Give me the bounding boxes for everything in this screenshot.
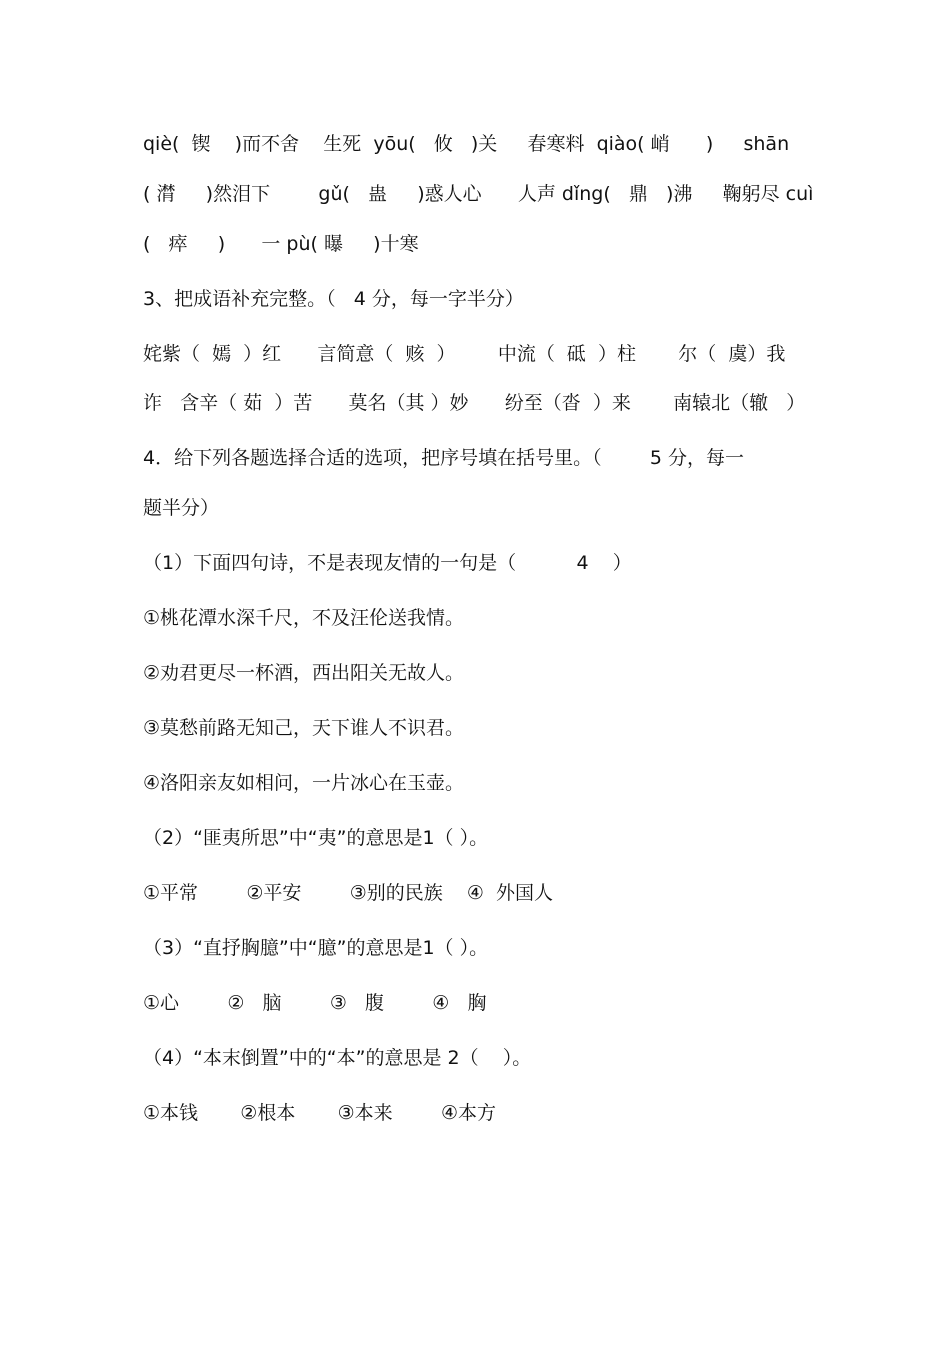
question-3-heading: 3、把成语补充完整。（ 4 分，每一字半分） <box>143 288 524 310</box>
sub-question-3: （3）“直抒胸臆”中“臆”的意思是1（ ）。 <box>143 937 489 959</box>
options-2: ①平常 ②平安 ③别的民族 ④ 外国人 <box>143 882 554 904</box>
option-line: ④洛阳亲友如相问，一片冰心在玉壶。 <box>143 772 465 794</box>
sub-question-4: （4）“本末倒置”中的“本”的意思是 2（ ）。 <box>143 1047 532 1069</box>
idiom-line-1: 姹紫（ 嫣 ）红 言简意（ 赅 ） 中流（ 砥 ）柱 尔（ 虞）我 <box>143 343 786 365</box>
options-4: ①本钱 ②根本 ③本来 ④本方 <box>143 1102 497 1124</box>
pinyin-line-3: ( 瘁 ) 一 pù( 曝 )十寒 <box>143 233 419 255</box>
question-4-heading: 4．给下列各题选择合适的选项，把序号填在括号里。（ 5 分，每一 <box>143 447 745 469</box>
option-line: ②劝君更尽一杯酒，西出阳关无故人。 <box>143 662 465 684</box>
options-3: ①心 ② 脑 ③ 腹 ④ 胸 <box>143 992 487 1014</box>
idiom-line-2: 诈 含辛（ 茹 ）苦 莫名（其 ）妙 纷至（沓 ）来 南辕北（辙 ） <box>143 392 806 414</box>
option-line: ③莫愁前路无知己，天下谁人不识君。 <box>143 717 465 739</box>
pinyin-line-2: ( 潸 )然泪下 gǔ( 蛊 )惑人心 人声 dǐng( 鼎 )沸 鞠躬尽 cuì <box>143 183 814 205</box>
option-line: ①桃花潭水深千尺，不及汪伦送我情。 <box>143 607 465 629</box>
pinyin-line-1: qiè( 锲 )而不舍 生死 yōu( 攸 )关 春寒料 qiào( 峭 ) shān <box>143 133 790 155</box>
question-4-heading-cont: 题半分） <box>143 497 220 519</box>
sub-question-1: （1）下面四句诗，不是表现友情的一句是（ 4 ） <box>143 552 632 574</box>
sub-question-2: （2）“匪夷所思”中“夷”的意思是1（ ）。 <box>143 827 489 849</box>
